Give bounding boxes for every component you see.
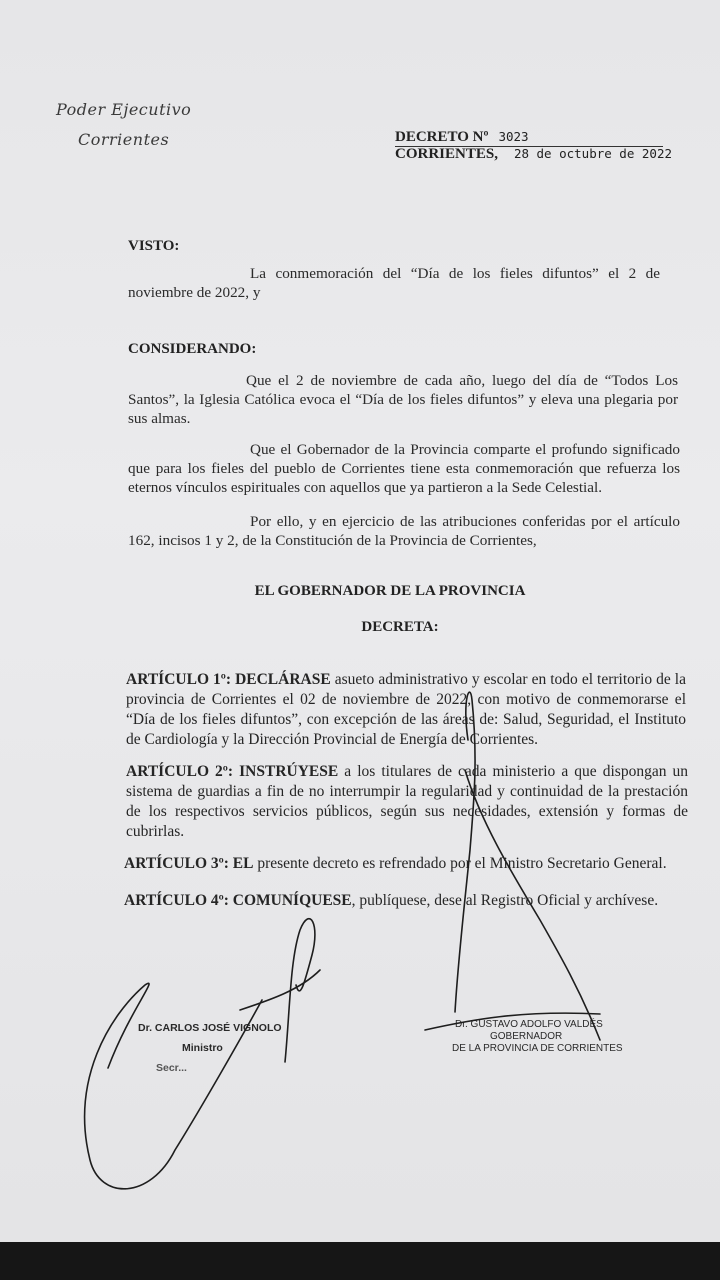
considerando-paragraph-3: Por ello, y en ejercicio de las atribuciones conferidas por el artículo 162, incisos 1 y 2, de la Constitución de la Provincia de Corrientes,: [128, 513, 680, 549]
decree-date-line: [395, 145, 685, 163]
signature-right-name: Dr. GUSTAVO ADOLFO VALDÉS: [455, 1019, 603, 1030]
bottom-shadow-band: [0, 1242, 720, 1280]
article-4: [124, 891, 694, 911]
article-1-label: ARTÍCULO 1º: DECLÁRASE: [126, 671, 331, 688]
letterhead-line-2: Corrientes: [78, 130, 170, 149]
authority-heading: EL GOBERNADOR DE LA PROVINCIA: [254, 583, 526, 599]
article-1-text: asueto administrativo y escolar en todo el territorio de la provincia de Corrientes el 02 de noviembre de 2022, con motivo de conmemorarse el “Día de los fieles difuntos”, con excepción de las áreas de: Salud, Seguridad, el Instituto de Cardiología y la Dirección Provincial de Energía de Corrientes.: [126, 671, 686, 748]
considerando-paragraph-1: Que el 2 de noviembre de cada año, luego del día de “Todos Los Santos”, la Iglesia Católica evoca el “Día de los fieles difuntos” y eleva una plegaria por sus almas.: [128, 372, 678, 427]
signature-left-stroke-2: [285, 919, 315, 1062]
signature-right-role: GOBERNADOR: [490, 1031, 563, 1042]
considerando-heading: CONSIDERANDO:: [128, 341, 257, 357]
decree-place: CORRIENTES,: [395, 146, 498, 162]
signature-left-name: Dr. CARLOS JOSÉ VIGNOLO: [138, 1022, 282, 1034]
signature-left-role: Ministro: [182, 1042, 223, 1054]
article-2-label: ARTÍCULO 2º: INSTRÚYESE: [126, 763, 339, 780]
article-3: [124, 854, 694, 874]
article-4-label: ARTÍCULO 4º: COMUNÍQUESE: [124, 892, 352, 909]
visto-heading: VISTO:: [128, 238, 180, 254]
visto-text: La conmemoración del “Día de los fieles difuntos” el 2 de noviembre de 2022, y: [128, 265, 660, 301]
article-4-text: , publíquese, dese al Registro Oficial y archívese.: [351, 892, 659, 909]
decree-number-label: DECRETO Nº: [395, 129, 489, 145]
decree-number-line: [395, 128, 665, 146]
article-3-text: presente decreto es refrendado por el Ministro Secretario General.: [253, 855, 667, 872]
article-2: [126, 762, 688, 842]
decree-number: 3023: [498, 129, 529, 144]
signature-right-role-2: DE LA PROVINCIA DE CORRIENTES: [452, 1043, 623, 1054]
article-1: [126, 670, 686, 750]
article-2-text: a los titulares de cada ministerio a que dispongan un sistema de guardias a fin de no interrumpir la regularidad y continuidad de la prestación de los respectivos servicios públicos, según sus necesidades, extensión y formas de cubrirlas.: [126, 763, 688, 840]
decree-date: 28 de octubre de 2022: [513, 146, 672, 161]
signature-left-role-2: Secr...: [156, 1062, 187, 1074]
letterhead-line-1: Poder Ejecutivo: [56, 100, 192, 119]
decreta-heading: DECRETA:: [361, 619, 439, 635]
considerando-paragraph-2: Que el Gobernador de la Provincia comparte el profundo significado que para los fieles del pueblo de Corrientes tiene esta conmemoración que refuerza los eternos vínculos espirituales con aquellos que ya partieron a la Sede Celestial.: [128, 441, 680, 496]
article-3-label: ARTÍCULO 3º: EL: [124, 855, 254, 872]
signature-left-stroke-3: [240, 970, 320, 1010]
signature-left-stroke: [85, 983, 262, 1189]
